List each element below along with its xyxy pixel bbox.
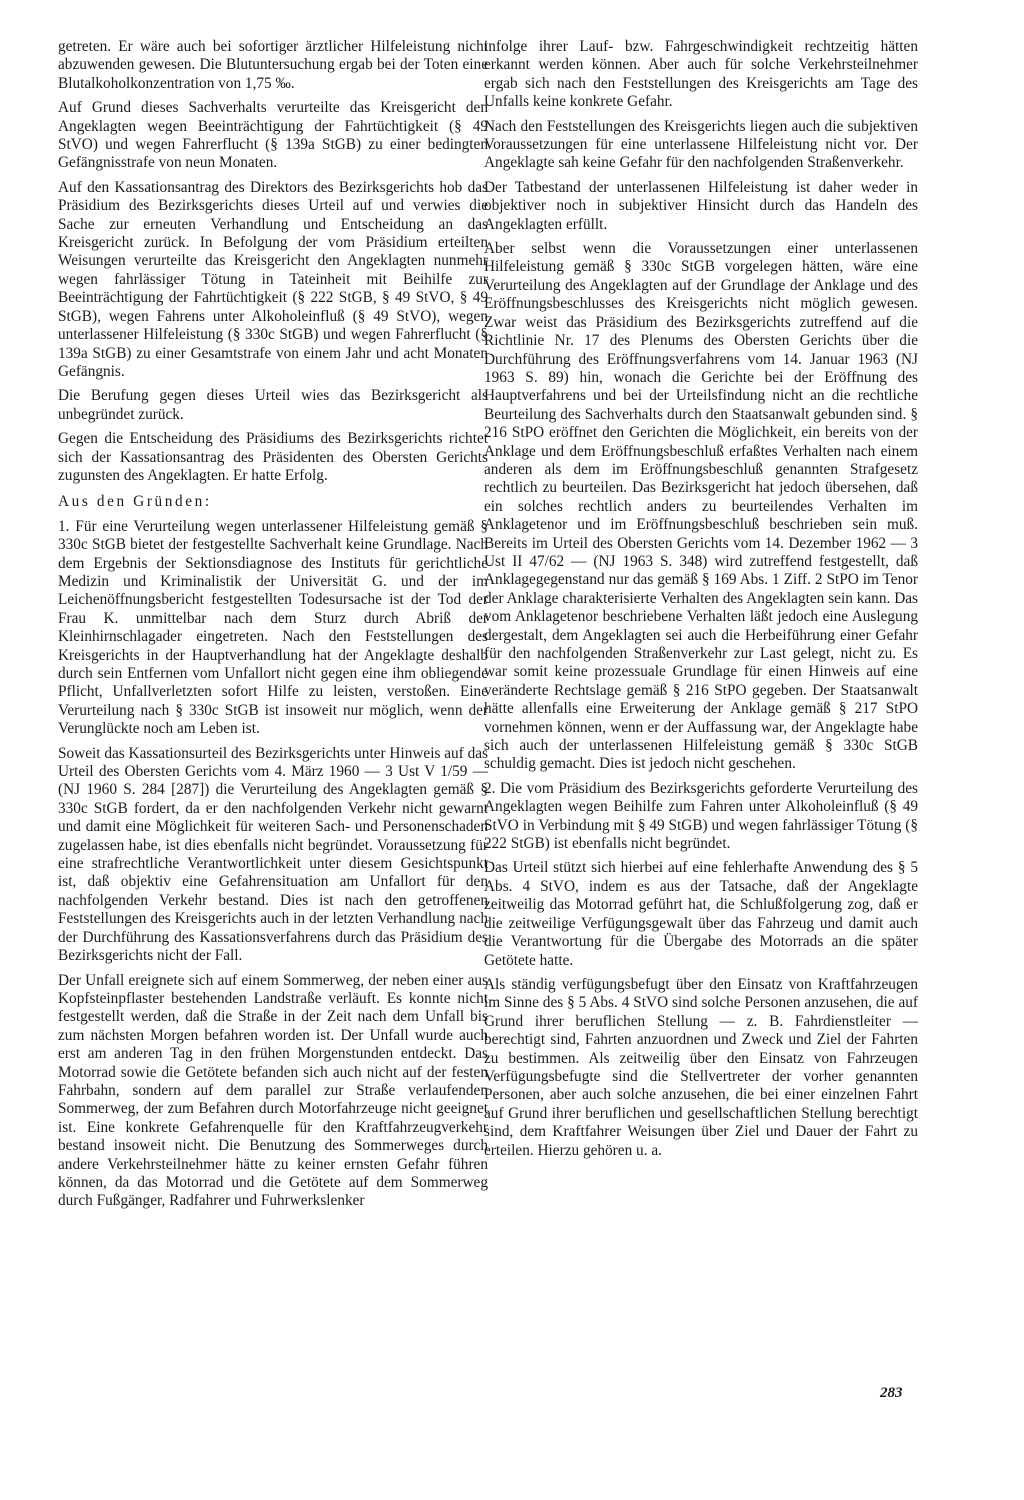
paragraph: Auf den Kassationsantrag des Direktors des Bezirksgerichts hob das Präsidium des Bezirksgerichts dieses Urteil auf und verwies die Sache zur erneuten Verhandlung und Entscheidung an das Kreisgericht zurück. In Befolgung der vom Präsidium erteilten Weisungen verurteilte das Kreisgericht den Angeklagten nunmehr wegen fahrlässiger Tötung in Tateinheit mit Beihilfe zur Beeinträchtigung der Fahrtüchtigkeit (§ 222 StGB, § 49 StVO, § 49 StGB), wegen Fahrens unter Alkoholeinfluß (§ 49 StVO), wegen unterlassener Hilfeleistung (§ 330c StGB) und wegen Fahrerflucht (§ 139a StGB) zu einer Gesamtstrafe von einem Jahr und acht Monaten Gefängnis.: [58, 178, 488, 380]
paragraph: Der Unfall ereignete sich auf einem Sommerweg, der neben einer aus Kopfsteinpflaster bestehenden Landstraße verläuft. Es konnte nicht festgestellt werden, daß die Straße in der Zeit nach dem Unfall bis zum nächsten Morgen befahren worden ist. Der Unfall wurde auch erst am anderen Tag in den frühen Morgenstunden entdeckt. Das Motorrad sowie die Getötete befanden sich auch nicht auf der festen Fahrbahn, sondern auf dem parallel zur Straße verlaufenden Sommerweg, der zum Befahren durch Motorfahrzeuge nicht geeignet ist. Eine konkrete Gefahrenquelle für den Kraftfahrzeugverkehr bestand insoweit nicht. Die Benutzung des Sommerweges durch andere Verkehrsteilnehmer hätte zu keiner ernsten Gefahr führen können, da das Motorrad und die Getötete auf dem Sommerweg durch Fußgänger, Radfahrer und Fuhrwerkslenker: [58, 971, 488, 1210]
paragraph: Das Urteil stützt sich hierbei auf eine fehlerhafte Anwendung des § 5 Abs. 4 StVO, indem es aus der Tatsache, daß der Angeklagte zeitweilig das Motorrad geführt hat, die Schlußfolgerung zog, daß er die zeitweilige Verfügungsgewalt über das Fahrzeug und damit auch die Verantwortung für die Übergabe des Motorrads an die später Getötete hatte.: [484, 859, 918, 969]
paragraph: Aber selbst wenn die Voraussetzungen einer unterlassenen Hilfeleistung gemäß § 330c StGB vorgelegen hätten, wäre eine Verurteilung des Angeklagten auf der Grundlage der Anklage und des Eröffnungsbeschlusses des Kreisgerichts nicht möglich gewesen. Zwar weist das Präsidium des Bezirksgerichts zutreffend auf die Richtlinie Nr. 17 des Plenums des Obersten Gerichts über die Durchführung des Eröffnungsverfahrens vom 14. Januar 1963 (NJ 1963 S. 89) hin, wonach die Gerichte bei der Eröffnung des Hauptverfahrens und bei der Urteilsfindung nicht an die rechtliche Beurteilung des Sachverhalts durch den Staatsanwalt gebunden sind. § 216 StPO eröffnet den Gerichten die Möglichkeit, ein bereits von der Anklage und dem Eröffnungsbeschluß erfaßtes Verhalten nach einem anderen als dem im Eröffnungsbeschluß genannten Strafgesetz rechtlich zu beurteilen. Das Bezirksgericht hat jedoch übersehen, daß ein solches rechtlich anders zu beurteilendes Verhalten im Anklagetenor und im Eröffnungsbeschluß beschrieben sein muß. Bereits im Urteil des Obersten Gerichts vom 14. Dezember 1962 — 3 Ust II 47/62 — (NJ 1963 S. 348) wird zutreffend festgestellt, daß Anklagegegenstand nur das gemäß § 169 Abs. 1 Ziff. 2 StPO im Tenor der Anklage charakterisierte Verhalten des Angeklagten sein kann. Das vom Anklagetenor beschriebene Verhalten läßt jedoch eine Auslegung dergestalt, dem Angeklagten sei auch die Herbeiführung einer Gefahr für den nachfolgenden Straßenverkehr zur Last gelegt, nicht zu. Es war somit keine prozessuale Grundlage für einen Hinweis auf eine veränderte Rechtslage gemäß § 216 StPO gegeben. Der Staatsanwalt hätte allenfalls eine Erweiterung der Anklage gemäß § 217 StPO vornehmen können, wenn er der Auffassung war, der Angeklagte habe sich auch der unterlassenen Hilfeleistung gemäß § 330c StGB schuldig gemacht. Dies ist jedoch nicht geschehen.: [484, 240, 918, 773]
paragraph: 2. Die vom Präsidium des Bezirksgerichts geforderte Verurteilung des Angeklagten wegen Beihilfe zum Fahren unter Alkoholeinfluß (§ 49 StVO in Verbindung mit § 49 StGB) und wegen fahrlässiger Tötung (§ 222 StGB) ist ebenfalls nicht begründet.: [484, 779, 918, 853]
section-heading: Aus den Gründen:: [58, 493, 212, 511]
paragraph: getreten. Er wäre auch bei sofortiger ärztlicher Hilfeleistung nicht abzuwenden gewesen. Die Blutuntersuchung ergab bei der Toten eine Blutalkoholkonzentration von 1,75 ‰.: [58, 38, 488, 92]
right-column: [484, 38, 918, 1166]
page-number: 283: [880, 1385, 903, 1401]
paragraph: infolge ihrer Lauf- bzw. Fahrgeschwindigkeit rechtzeitig hätten erkannt werden können. Aber auch für solche Verkehrsteilnehmer ergab sich nach den Feststellungen des Kreisgerichts am Tage des Unfalls keine konkrete Gefahr.: [484, 38, 918, 111]
paragraph: Gegen die Entscheidung des Präsidiums des Bezirksgerichts richtet sich der Kassationsantrag des Präsidenten des Obersten Gerichts zugunsten des Angeklagten. Er hatte Erfolg.: [58, 430, 488, 484]
paragraph: Nach den Feststellungen des Kreisgerichts liegen auch die subjektiven Voraussetzungen für eine unterlassene Hilfeleistung nicht vor. Der Angeklagte sah keine Gefahr für den nachfolgenden Straßenverkehr.: [484, 117, 918, 172]
left-column: [58, 38, 488, 1217]
paragraph: Die Berufung gegen dieses Urteil wies das Bezirksgericht als unbegründet zurück.: [58, 387, 488, 423]
paragraph: Der Tatbestand der unterlassenen Hilfeleistung ist daher weder in objektiver noch in subjektiver Hinsicht durch das Handeln des Angeklagten erfüllt.: [484, 178, 918, 233]
paragraph: Auf Grund dieses Sachverhalts verurteilte das Kreisgericht den Angeklagten wegen Beeinträchtigung der Fahrtüchtigkeit (§ 49 StVO) und wegen Fahrerflucht (§ 139a StGB) zu einer bedingten Gefängnisstrafe von neun Monaten.: [58, 99, 488, 172]
paragraph: Soweit das Kassationsurteil des Bezirksgerichts unter Hinweis auf das Urteil des Obersten Gerichts vom 4. März 1960 — 3 Ust V 1/59 — (NJ 1960 S. 284 [287]) die Verurteilung des Angeklagten gemäß § 330c StGB fordert, da er den nachfolgenden Verkehr nicht gewarnt und damit eine Möglichkeit für weiteren Sach- und Personenschaden zugelassen habe, ist dies ebenfalls nicht begründet. Voraussetzung für eine strafrechtliche Verantwortlichkeit unter diesem Gesichtspunkt ist, daß objektiv eine Gefahrensituation am Unfallort für den nachfolgenden Verkehr bestand. Dies ist nach den getroffenen Feststellungen des Kreisgerichts auch in der letzten Verhandlung nach der Durchführung des Kassationsverfahrens durch das Präsidium des Bezirksgerichts nicht der Fall.: [58, 744, 488, 965]
paragraph: 1. Für eine Verurteilung wegen unterlassener Hilfeleistung gemäß § 330c StGB bietet der festgestellte Sachverhalt keine Grundlage. Nach dem Ergebnis der Sektionsdiagnose des Instituts für gerichtliche Medizin und Kriminalistik der Universität G. und der im Leichenöffnungsbericht festgestellten Todesursache ist der Tod der Frau K. unmittelbar nach dem Sturz durch Abriß der Kleinhirnschlagader eingetreten. Nach den Feststellungen des Kreisgerichts in der Hauptverhandlung hat der Angeklagte deshalb durch sein Entfernen vom Unfallort nicht gegen eine ihm obliegende Pflicht, Unfallverletzten sofort Hilfe zu leisten, verstoßen. Eine Verurteilung nach § 330c StGB ist insoweit nur möglich, wenn der Verunglückte noch am Leben ist.: [58, 517, 488, 738]
paragraph: Als ständig verfügungsbefugt über den Einsatz von Kraftfahrzeugen im Sinne des § 5 Abs. 4 StVO sind solche Personen anzusehen, die auf Grund ihrer beruflichen Stellung — z. B. Fahrdienstleiter — berechtigt sind, Fahrten anzuordnen und Zweck und Ziel der Fahrten zu bestimmen. Als zeitweilig über den Einsatz von Fahrzeugen Verfügungsbefugte sind die Stellvertreter der vorher genannten Personen, aber auch solche anzusehen, die bei einer einzelnen Fahrt auf Grund ihrer beruflichen und gesellschaftlichen Stellung berechtigt sind, dem Kraftfahrer Weisungen über Ziel und Dauer der Fahrt zu erteilen. Hierzu gehören u. a.: [484, 975, 918, 1159]
